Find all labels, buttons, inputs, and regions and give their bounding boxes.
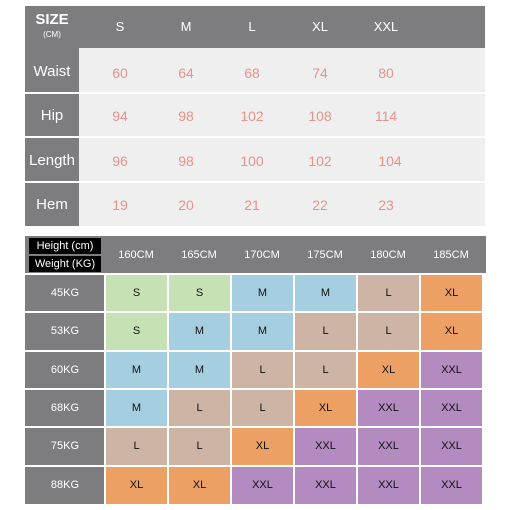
size-cell: 60 — [112, 65, 128, 81]
size-cell: 22 — [312, 197, 328, 213]
fit-cell: M — [168, 351, 231, 389]
weight-row-label: 60KG — [50, 363, 80, 376]
fit-cell: L — [231, 351, 294, 389]
fit-cell: M — [105, 389, 168, 427]
row-divider — [25, 181, 485, 183]
row-divider — [25, 388, 486, 390]
height-col-header: 160CM — [118, 249, 154, 261]
fit-cell: XL — [168, 466, 231, 504]
size-cell: 20 — [178, 197, 194, 213]
size-cell: 23 — [378, 197, 394, 213]
weight-label: Weight (KG) — [29, 256, 101, 272]
fit-cell: M — [105, 351, 168, 389]
size-col-header: S — [115, 19, 125, 34]
fit-cell: M — [294, 274, 357, 312]
height-col-header: 180CM — [370, 249, 406, 261]
height-weight-size-grid — [25, 236, 486, 504]
size-col-header: M — [180, 19, 192, 34]
fit-cell: L — [168, 427, 231, 465]
fit-cell: XXL — [420, 427, 483, 465]
row-label-hip: Hip — [40, 107, 64, 124]
weight-row-label: 53KG — [50, 325, 80, 338]
size-cell: 94 — [112, 108, 128, 124]
size-cell: 80 — [378, 65, 394, 81]
size-cell: 21 — [244, 197, 260, 213]
row-divider — [25, 136, 485, 138]
row-label-hem: Hem — [36, 196, 68, 213]
fit-cell: S — [105, 274, 168, 312]
fit-cell: XXL — [420, 351, 483, 389]
fit-cell: M — [231, 312, 294, 350]
row-divider — [25, 92, 485, 94]
height-col-header: 185CM — [433, 249, 469, 261]
size-cell: 68 — [244, 65, 260, 81]
col-divider — [293, 274, 295, 504]
fit-cell: XL — [105, 466, 168, 504]
size-col-header: L — [248, 19, 256, 34]
col-divider — [167, 274, 169, 504]
height-label: Height (cm) — [29, 238, 101, 254]
size-cell: 102 — [308, 153, 332, 169]
row-divider — [25, 426, 486, 428]
fit-cell: XXL — [357, 466, 420, 504]
fit-cell: XXL — [420, 466, 483, 504]
weight-row-label: 45KG — [50, 287, 80, 299]
weight-row-label: 88KG — [50, 478, 80, 491]
size-cell: 108 — [308, 108, 332, 124]
fit-cell: M — [231, 274, 294, 312]
row-divider — [25, 350, 486, 352]
fit-cell: L — [294, 351, 357, 389]
fit-cell: S — [168, 274, 231, 312]
size-cell: 114 — [374, 108, 398, 124]
col-divider — [419, 274, 421, 504]
fit-cell: XXL — [420, 389, 483, 427]
size-cell: 19 — [112, 197, 128, 213]
row-label-waist: Waist — [33, 63, 71, 80]
fit-cell: L — [357, 274, 420, 312]
height-col-header: 170CM — [244, 249, 280, 261]
fit-cell: XXL — [357, 427, 420, 465]
col-divider — [230, 274, 232, 504]
fit-cell: M — [168, 312, 231, 350]
col-divider — [356, 274, 358, 504]
row-divider — [25, 465, 486, 467]
col-divider — [104, 274, 106, 504]
height-col-header: 165CM — [181, 249, 217, 261]
size-measurement-table — [25, 6, 485, 226]
row-divider — [25, 273, 486, 275]
size-col-header: XL — [312, 19, 328, 34]
size-cell: 74 — [312, 65, 328, 81]
fit-cell: XL — [231, 427, 294, 465]
fit-cell: S — [105, 312, 168, 350]
size-cell: 96 — [112, 153, 128, 169]
fit-cell: XXL — [231, 466, 294, 504]
weight-row-label: 68KG — [50, 401, 80, 414]
size-cell: 64 — [178, 65, 194, 81]
fit-cell: L — [231, 389, 294, 427]
fit-cell: XL — [420, 312, 483, 350]
fit-cell: XXL — [294, 466, 357, 504]
fit-cell: L — [294, 312, 357, 350]
col-divider — [482, 274, 484, 504]
size-cell: 98 — [178, 153, 194, 169]
size-cell: 98 — [178, 108, 194, 124]
fit-cell: XL — [294, 389, 357, 427]
row-label-length: Length — [29, 152, 75, 169]
fit-cell: XL — [357, 351, 420, 389]
size-cell: 100 — [240, 153, 264, 169]
size-cell: 104 — [378, 153, 402, 169]
fit-cell: XXL — [294, 427, 357, 465]
fit-cell: L — [168, 389, 231, 427]
size-title: SIZE — [35, 11, 69, 28]
row-divider — [25, 311, 486, 313]
fit-cell: XL — [420, 274, 483, 312]
fit-cell: L — [105, 427, 168, 465]
fit-cell: XXL — [357, 389, 420, 427]
size-col-header: XXL — [373, 19, 399, 34]
height-col-header: 175CM — [307, 249, 343, 261]
fit-cell: L — [357, 312, 420, 350]
size-cell: 102 — [240, 108, 264, 124]
size-unit: (CM) — [43, 30, 61, 39]
weight-row-label: 75KG — [50, 440, 80, 453]
